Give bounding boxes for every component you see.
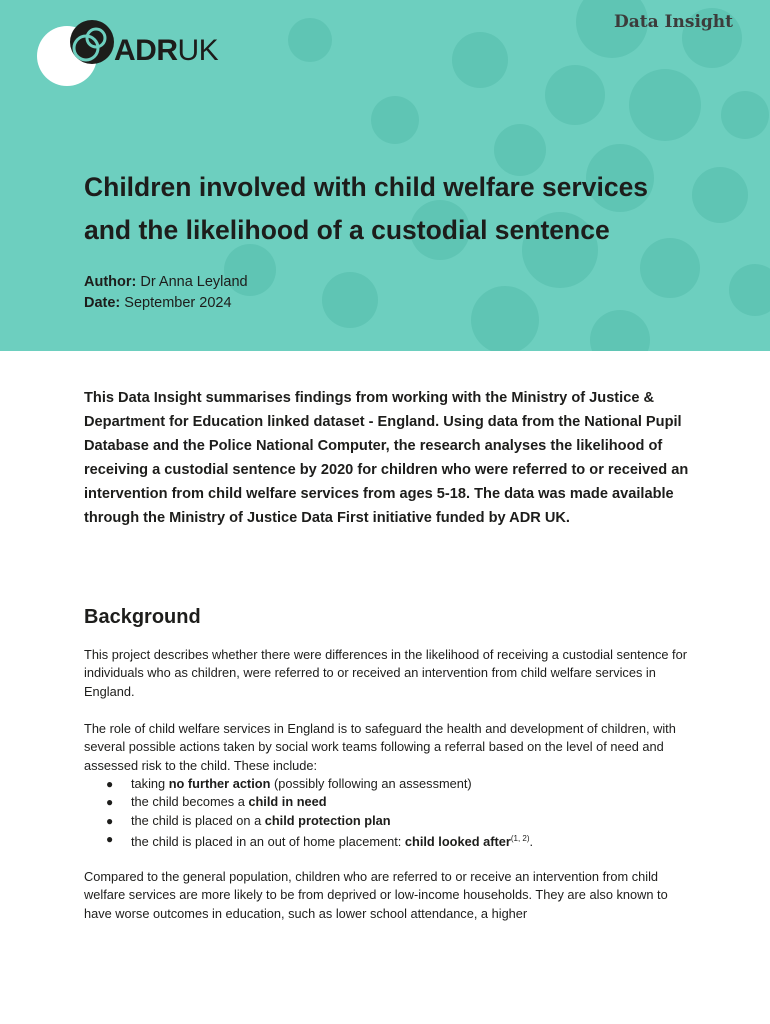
citation-superscript: (1, 2) <box>510 833 530 843</box>
bullet-icon: ● <box>106 777 114 791</box>
background-paragraph-1: This project describes whether there were differences in the likelihood of receiving a custodial sentence for individuals who as children, were referred to or received an intervention from child welfare services in England. <box>84 647 687 699</box>
bullet-icon: ● <box>106 813 114 828</box>
list-item-text: the child is placed on a <box>131 812 265 828</box>
list-item-bold: child in need <box>248 794 327 810</box>
background-paragraph-3: Compared to the general population, children who are referred to or receive an intervention from child welfare services are more likely to be from deprived or low-income households. They are also known to have worse outcomes in education, such as lower school attendance, a higher <box>84 869 668 921</box>
logo-text-bold: ADR <box>114 34 178 67</box>
list-item <box>106 775 533 793</box>
list-item-text: the child becomes a <box>131 794 249 810</box>
logo-wordmark <box>114 34 218 68</box>
list-item <box>106 830 533 851</box>
list-item-text: (possibly following an assessment) <box>270 776 472 791</box>
date-value: September 2024 <box>124 295 232 311</box>
list-item <box>106 812 533 830</box>
author-row <box>84 272 248 293</box>
bullet-icon: ● <box>106 831 114 846</box>
logo-text-light: UK <box>177 34 219 67</box>
background-paragraph-2: The role of child welfare services in England is to safeguard the health and development of children, with several possible actions taken by social work teams following a referral based on the level of need and assessed risk to the child. These include: <box>84 721 676 773</box>
title-line-2: and the likelihood of a custodial sentence <box>84 215 610 245</box>
bullet-icon: ● <box>106 795 114 810</box>
author-label: Author: <box>84 274 137 290</box>
list-item <box>106 793 533 811</box>
action-list <box>106 775 533 851</box>
list-item-text: . <box>529 833 534 849</box>
list-item-text: taking <box>131 776 169 791</box>
document-meta <box>84 272 248 314</box>
date-row <box>84 293 248 314</box>
list-item-text: the child is placed in an out of home placement: <box>131 833 405 849</box>
list-item-bold: child looked after <box>404 833 511 849</box>
list-item-bold: no further action <box>168 776 271 791</box>
list-item-bold: child protection plan <box>264 812 391 828</box>
author-value: Dr Anna Leyland <box>140 274 248 290</box>
date-label: Date: <box>84 295 121 311</box>
document-type-tag: Data Insight <box>614 12 733 32</box>
header-banner <box>0 0 770 351</box>
page-title <box>84 166 724 252</box>
title-line-1: Children involved with child welfare services <box>84 172 649 202</box>
background-heading: Background <box>84 606 201 628</box>
summary-paragraph: This Data Insight summarises findings from working with the Ministry of Justice & Department for Education linked dataset - England. Using data from the National Pupil Database and the Police National Computer, the research analyses the likelihood of receiving a custodial sentence by 2020 for children who were referred to or received an intervention from child welfare services from ages 5-18. The data was made available through the Ministry of Justice Data First initiative funded by ADR UK. <box>84 390 689 526</box>
